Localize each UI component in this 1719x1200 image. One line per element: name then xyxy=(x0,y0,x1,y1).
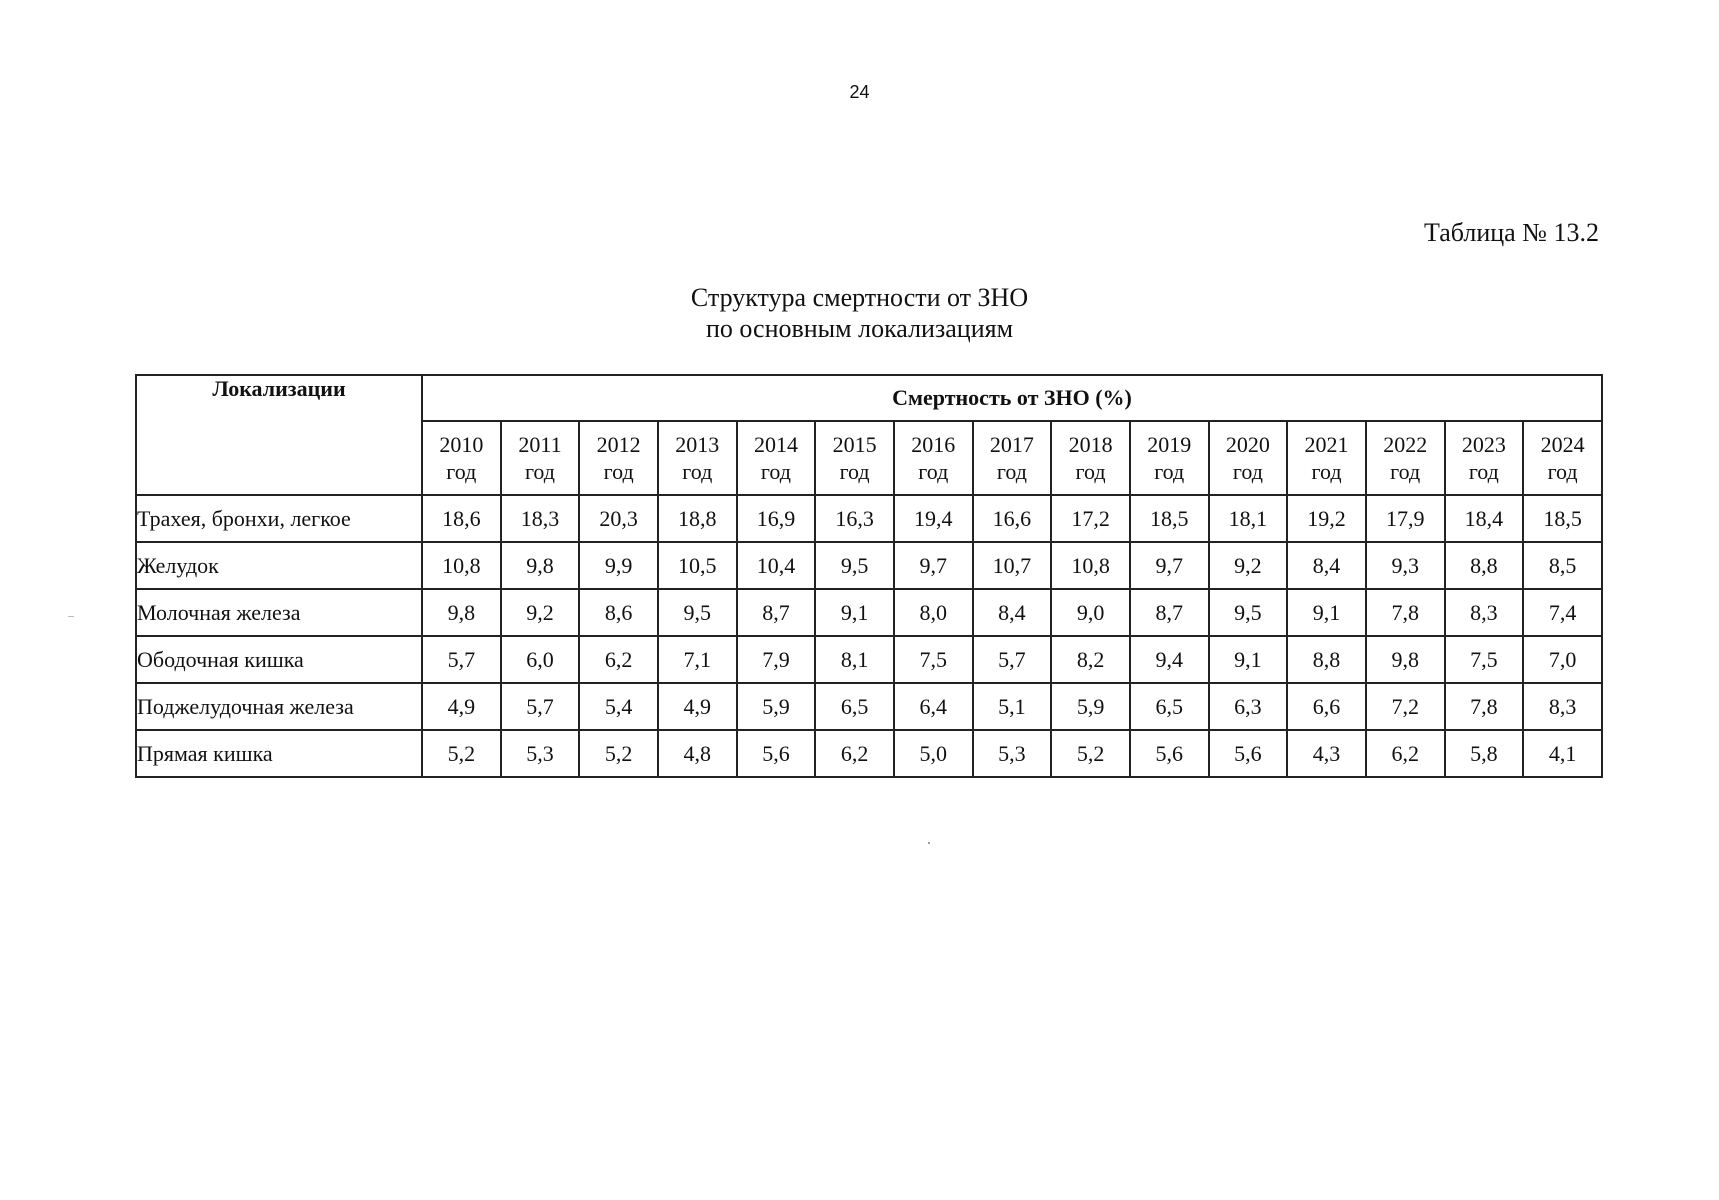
value-cell: 9,2 xyxy=(1209,542,1288,589)
year-number: 2020 xyxy=(1225,432,1270,457)
value-cell: 5,6 xyxy=(1209,730,1288,777)
year-number: 2024 xyxy=(1540,432,1585,457)
value-cell: 7,5 xyxy=(1445,636,1524,683)
year-unit: год xyxy=(1232,459,1263,484)
row-label: Трахея, бронхи, легкое xyxy=(136,495,422,542)
year-unit: год xyxy=(1547,459,1578,484)
value-cell: 5,2 xyxy=(579,730,658,777)
value-cell: 5,8 xyxy=(1445,730,1524,777)
value-cell: 5,6 xyxy=(737,730,816,777)
year-header xyxy=(1523,421,1602,495)
value-cell: 5,2 xyxy=(1051,730,1130,777)
value-cell: 19,4 xyxy=(894,495,973,542)
value-cell: 18,6 xyxy=(422,495,501,542)
year-unit: год xyxy=(1390,459,1421,484)
value-cell: 5,7 xyxy=(973,636,1052,683)
year-number: 2017 xyxy=(989,432,1034,457)
value-cell: 4,1 xyxy=(1523,730,1602,777)
value-cell: 5,9 xyxy=(1051,683,1130,730)
value-cell: 6,5 xyxy=(815,683,894,730)
year-unit: год xyxy=(996,459,1027,484)
year-number: 2014 xyxy=(753,432,798,457)
value-cell: 8,2 xyxy=(1051,636,1130,683)
value-cell: 9,4 xyxy=(1130,636,1209,683)
year-header xyxy=(658,421,737,495)
year-number: 2010 xyxy=(439,432,484,457)
year-header xyxy=(422,421,501,495)
year-unit: год xyxy=(1468,459,1499,484)
year-header xyxy=(1051,421,1130,495)
row-label: Молочная железа xyxy=(136,589,422,636)
value-cell: 17,2 xyxy=(1051,495,1130,542)
value-cell: 8,8 xyxy=(1445,542,1524,589)
value-cell: 10,4 xyxy=(737,542,816,589)
value-cell: 8,3 xyxy=(1523,683,1602,730)
value-cell: 6,2 xyxy=(815,730,894,777)
row-label: Поджелудочная железа xyxy=(136,683,422,730)
table-title-line-1: Структура смертности от ЗНО xyxy=(690,283,1029,312)
value-cell: 6,2 xyxy=(579,636,658,683)
value-cell: 7,0 xyxy=(1523,636,1602,683)
value-cell: 18,5 xyxy=(1130,495,1209,542)
value-cell: 5,3 xyxy=(501,730,580,777)
header-localization: Локализации xyxy=(136,375,422,495)
value-cell: 4,3 xyxy=(1287,730,1366,777)
value-cell: 9,5 xyxy=(815,542,894,589)
value-cell: 5,1 xyxy=(973,683,1052,730)
year-unit: год xyxy=(524,459,555,484)
value-cell: 8,1 xyxy=(815,636,894,683)
value-cell: 5,2 xyxy=(422,730,501,777)
year-unit: год xyxy=(918,459,949,484)
value-cell: 10,8 xyxy=(422,542,501,589)
table-row xyxy=(136,730,1602,777)
table-row xyxy=(136,636,1602,683)
table-title xyxy=(0,282,1719,344)
value-cell: 4,8 xyxy=(658,730,737,777)
value-cell: 7,4 xyxy=(1523,589,1602,636)
value-cell: 7,8 xyxy=(1366,589,1445,636)
year-number: 2019 xyxy=(1147,432,1192,457)
year-unit: год xyxy=(682,459,713,484)
value-cell: 5,6 xyxy=(1130,730,1209,777)
table-row xyxy=(136,683,1602,730)
year-unit: год xyxy=(1075,459,1106,484)
table-caption: Таблица № 13.2 xyxy=(1423,218,1599,247)
value-cell: 18,1 xyxy=(1209,495,1288,542)
table-row xyxy=(136,542,1602,589)
value-cell: 5,7 xyxy=(501,683,580,730)
year-unit: год xyxy=(1154,459,1185,484)
year-header xyxy=(815,421,894,495)
value-cell: 18,5 xyxy=(1523,495,1602,542)
value-cell: 9,8 xyxy=(501,542,580,589)
value-cell: 7,1 xyxy=(658,636,737,683)
year-number: 2015 xyxy=(832,432,877,457)
value-cell: 16,9 xyxy=(737,495,816,542)
year-unit: год xyxy=(839,459,870,484)
value-cell: 9,9 xyxy=(579,542,658,589)
value-cell: 5,9 xyxy=(737,683,816,730)
value-cell: 5,3 xyxy=(973,730,1052,777)
value-cell: 10,8 xyxy=(1051,542,1130,589)
value-cell: 9,1 xyxy=(1209,636,1288,683)
value-cell: 20,3 xyxy=(579,495,658,542)
value-cell: 18,4 xyxy=(1445,495,1524,542)
value-cell: 8,3 xyxy=(1445,589,1524,636)
table-row xyxy=(136,495,1602,542)
year-number: 2012 xyxy=(596,432,641,457)
scan-speck xyxy=(928,842,930,844)
year-header xyxy=(579,421,658,495)
value-cell: 5,0 xyxy=(894,730,973,777)
value-cell: 8,4 xyxy=(1287,542,1366,589)
year-unit: год xyxy=(603,459,634,484)
row-label: Ободочная кишка xyxy=(136,636,422,683)
year-number: 2018 xyxy=(1068,432,1113,457)
value-cell: 4,9 xyxy=(422,683,501,730)
header-mortality-group: Смертность от ЗНО (%) xyxy=(422,375,1602,421)
year-header xyxy=(1287,421,1366,495)
header-row-group xyxy=(136,375,1602,421)
value-cell: 19,2 xyxy=(1287,495,1366,542)
year-number: 2013 xyxy=(675,432,720,457)
value-cell: 7,5 xyxy=(894,636,973,683)
value-cell: 8,5 xyxy=(1523,542,1602,589)
value-cell: 6,6 xyxy=(1287,683,1366,730)
value-cell: 10,5 xyxy=(658,542,737,589)
value-cell: 6,2 xyxy=(1366,730,1445,777)
value-cell: 18,8 xyxy=(658,495,737,542)
year-header xyxy=(1209,421,1288,495)
value-cell: 8,6 xyxy=(579,589,658,636)
value-cell: 8,7 xyxy=(1130,589,1209,636)
value-cell: 4,9 xyxy=(658,683,737,730)
year-number: 2011 xyxy=(518,432,562,457)
value-cell: 16,6 xyxy=(973,495,1052,542)
mortality-table xyxy=(135,374,1603,778)
value-cell: 17,9 xyxy=(1366,495,1445,542)
value-cell: 7,9 xyxy=(737,636,816,683)
scan-speck xyxy=(68,616,74,617)
year-header xyxy=(894,421,973,495)
value-cell: 9,7 xyxy=(894,542,973,589)
row-label: Прямая кишка xyxy=(136,730,422,777)
value-cell: 6,5 xyxy=(1130,683,1209,730)
value-cell: 7,2 xyxy=(1366,683,1445,730)
value-cell: 7,8 xyxy=(1445,683,1524,730)
value-cell: 9,3 xyxy=(1366,542,1445,589)
value-cell: 6,4 xyxy=(894,683,973,730)
year-number: 2021 xyxy=(1304,432,1349,457)
year-header xyxy=(973,421,1052,495)
value-cell: 9,5 xyxy=(658,589,737,636)
value-cell: 8,4 xyxy=(973,589,1052,636)
table-body xyxy=(136,495,1602,777)
table-row xyxy=(136,589,1602,636)
value-cell: 16,3 xyxy=(815,495,894,542)
year-number: 2016 xyxy=(911,432,956,457)
row-label: Желудок xyxy=(136,542,422,589)
year-header xyxy=(501,421,580,495)
value-cell: 9,1 xyxy=(1287,589,1366,636)
year-unit: год xyxy=(760,459,791,484)
year-header xyxy=(1130,421,1209,495)
value-cell: 18,3 xyxy=(501,495,580,542)
value-cell: 8,0 xyxy=(894,589,973,636)
value-cell: 10,7 xyxy=(973,542,1052,589)
value-cell: 9,5 xyxy=(1209,589,1288,636)
page-number: 24 xyxy=(849,82,870,102)
year-unit: год xyxy=(1311,459,1342,484)
value-cell: 9,0 xyxy=(1051,589,1130,636)
value-cell: 9,2 xyxy=(501,589,580,636)
value-cell: 8,7 xyxy=(737,589,816,636)
value-cell: 9,7 xyxy=(1130,542,1209,589)
year-number: 2023 xyxy=(1461,432,1506,457)
year-number: 2022 xyxy=(1383,432,1428,457)
value-cell: 6,0 xyxy=(501,636,580,683)
table-title-line-2: по основным локализациям xyxy=(705,314,1014,343)
value-cell: 9,8 xyxy=(1366,636,1445,683)
value-cell: 5,7 xyxy=(422,636,501,683)
value-cell: 9,8 xyxy=(422,589,501,636)
value-cell: 6,3 xyxy=(1209,683,1288,730)
value-cell: 8,8 xyxy=(1287,636,1366,683)
year-header xyxy=(1366,421,1445,495)
year-header xyxy=(1445,421,1524,495)
year-unit: год xyxy=(446,459,477,484)
year-header xyxy=(737,421,816,495)
value-cell: 9,1 xyxy=(815,589,894,636)
value-cell: 5,4 xyxy=(579,683,658,730)
